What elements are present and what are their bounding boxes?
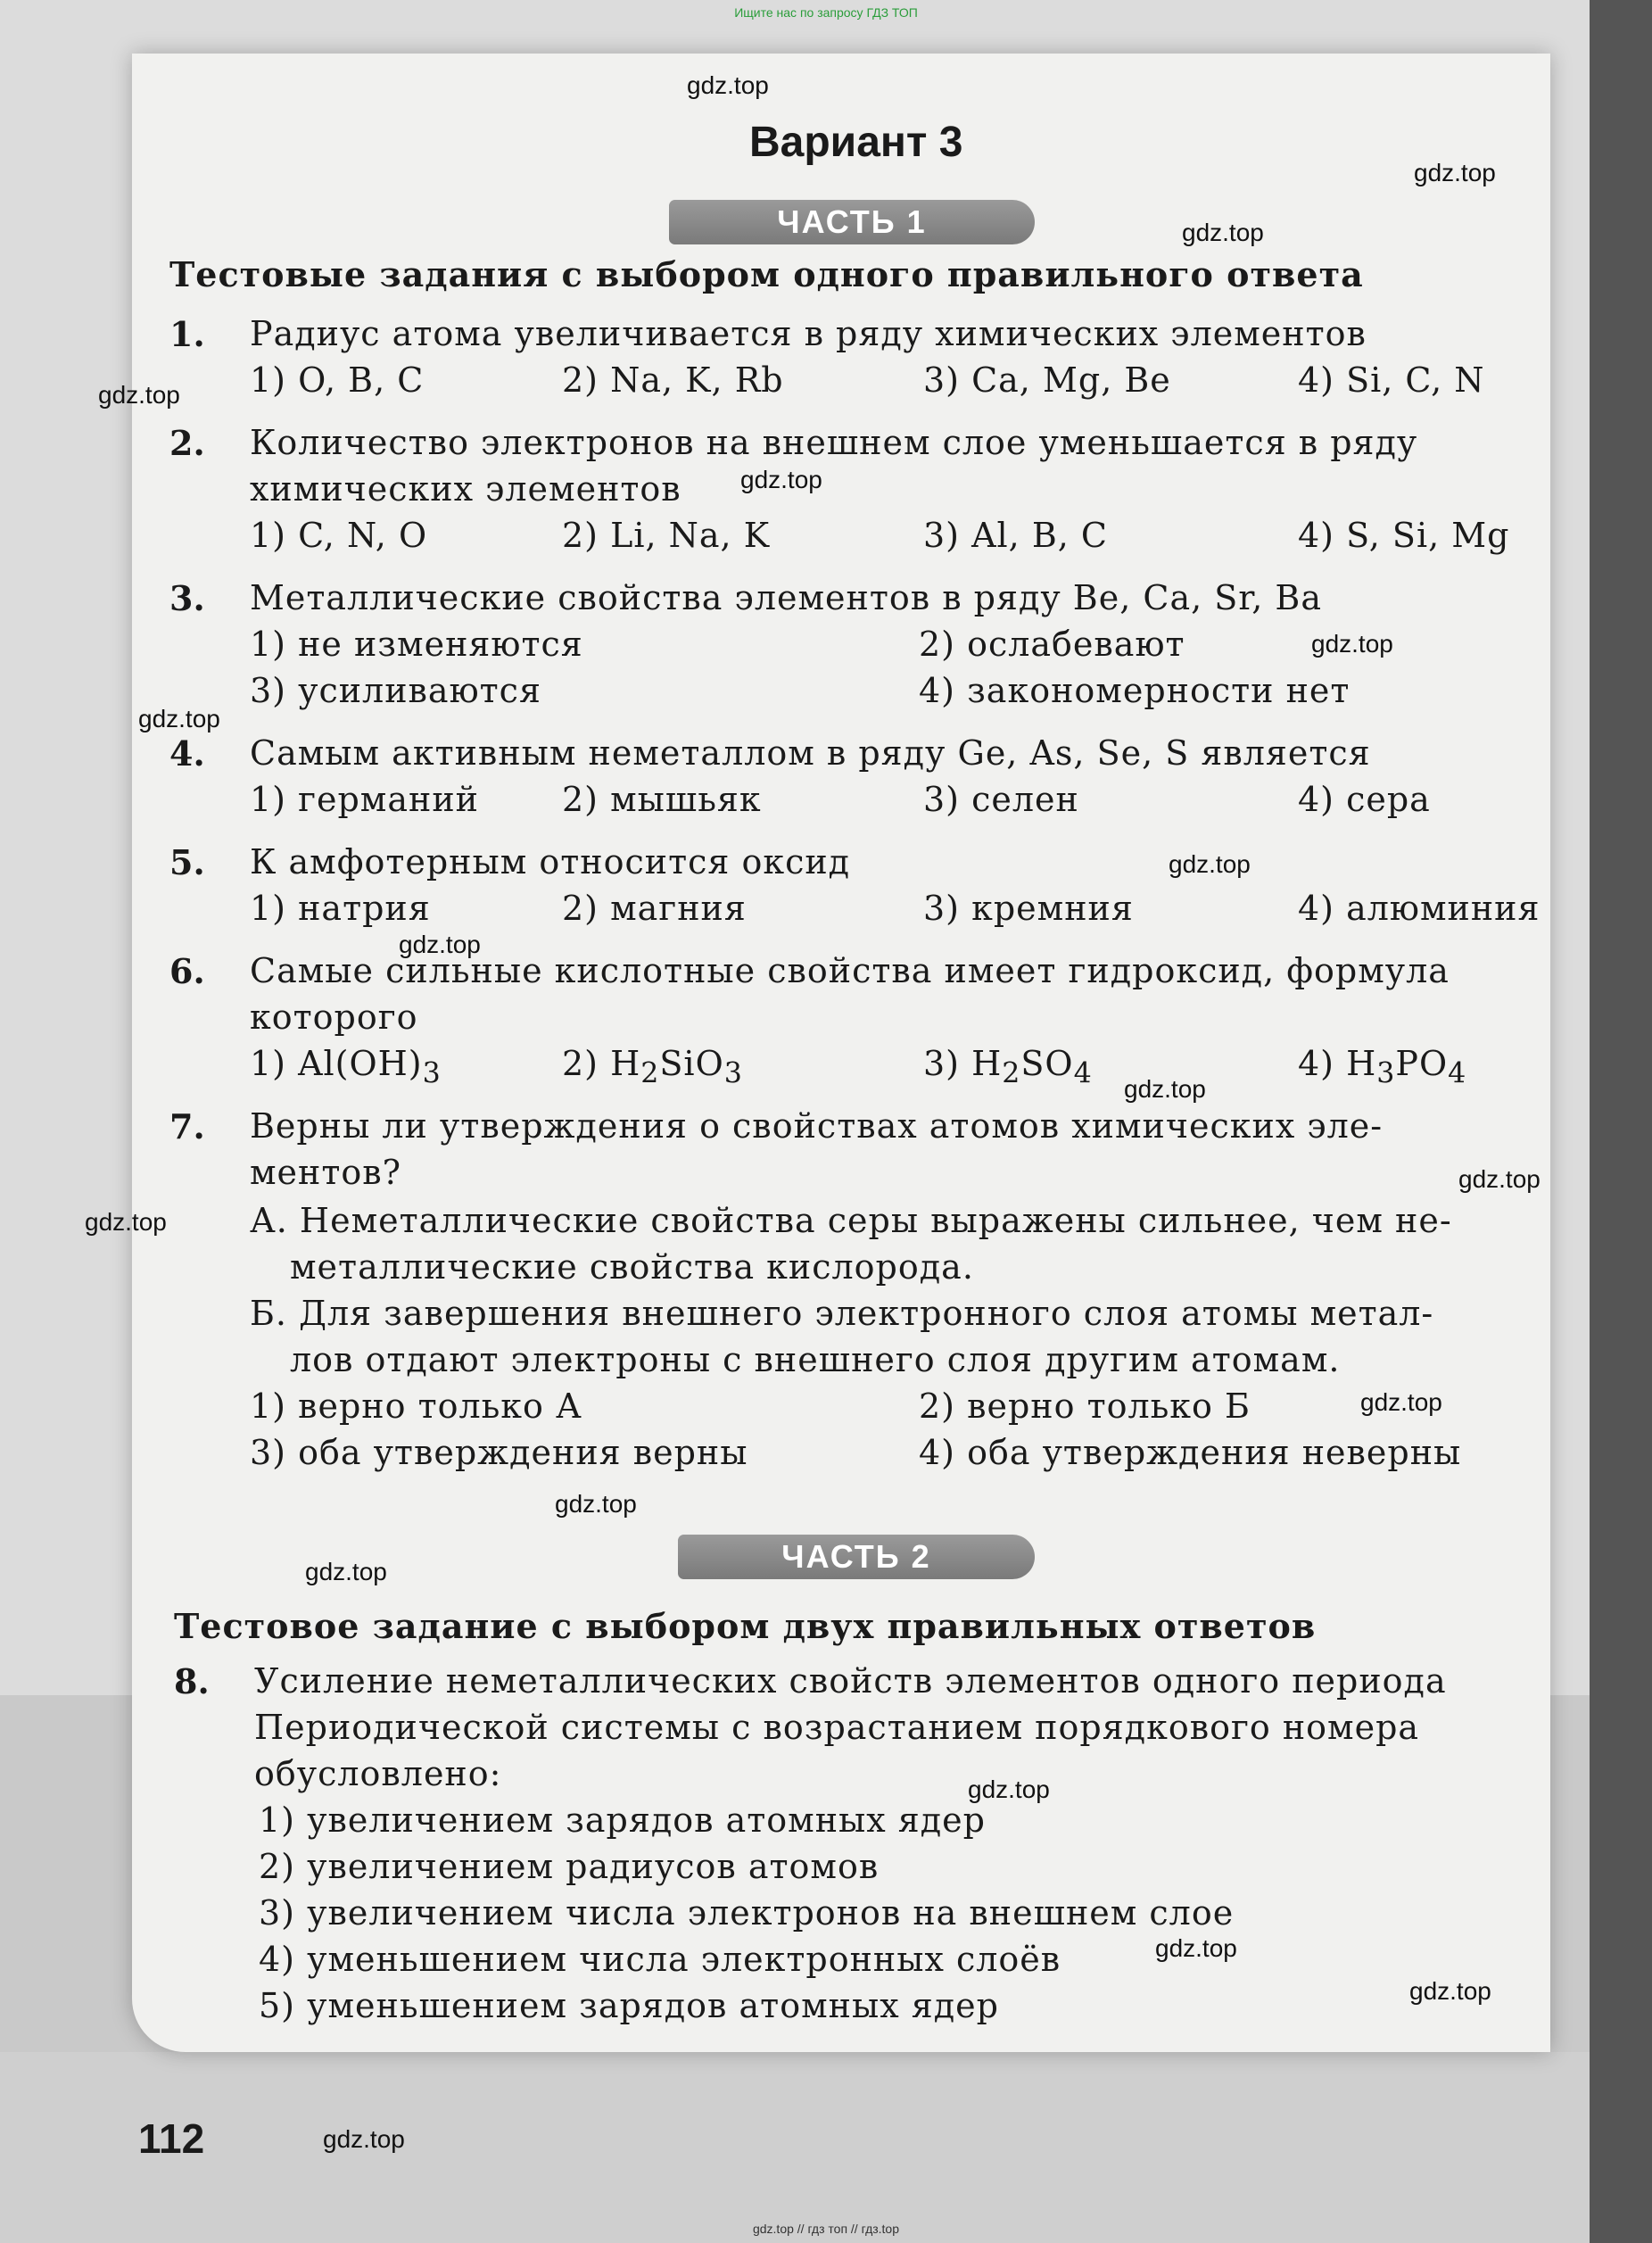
option-formula: 1) $Al(OH)_3$	[250, 1044, 442, 1090]
statement-a: металлические свойства кислорода.	[290, 1247, 974, 1287]
option: 1) верно только А	[250, 1386, 582, 1426]
watermark: gdz.top	[138, 705, 220, 732]
question-text: Самым активным неметаллом в ряду Ge, As, Se, S является	[250, 733, 1371, 773]
watermark: gdz.top	[399, 931, 481, 958]
watermark: gdz.top	[98, 381, 180, 409]
option-formula: 3) $H_2SO_4$	[923, 1044, 1093, 1090]
option: 1) C, N, O	[250, 516, 428, 555]
option: 1) не изменяются	[250, 625, 583, 664]
question-text: Верны ли утверждения о свойствах атомов химических эле-	[250, 1106, 1384, 1146]
question-text: Радиус атома увеличивается в ряду химических элементов	[250, 314, 1367, 353]
option: 4) алюминия	[1298, 889, 1540, 928]
option: 1) германий	[250, 780, 479, 819]
option: 2) увеличением радиусов атомов	[259, 1847, 880, 1886]
statement-b: лов отдают электроны с внешнего слоя другим атомам.	[290, 1340, 1341, 1379]
statement-a: А. Неметаллические свойства серы выражены сильнее, чем не-	[250, 1201, 1452, 1240]
question-text: Металлические свойства элементов в ряду Be, Ca, Sr, Ba	[250, 578, 1323, 617]
question-text: ментов?	[250, 1153, 402, 1192]
option: 4) сера	[1298, 780, 1431, 819]
question-text: которого	[250, 997, 418, 1037]
option: 3) увеличением числа электронов на внешнем слое	[259, 1893, 1235, 1933]
question-text: Количество электронов на внешнем слое уменьшается в ряду	[250, 423, 1418, 462]
question-number: 8.	[174, 1661, 210, 1701]
footer-note: gdz.top // гдз топ // гдз.top	[752, 2222, 900, 2236]
watermark: gdz.top	[1409, 1977, 1491, 2005]
option: 3) оба утверждения верны	[250, 1433, 748, 1472]
option: 3) усиливаются	[250, 671, 541, 710]
question-text: Периодической системы с возрастанием порядкового номера	[254, 1708, 1420, 1747]
watermark: gdz.top	[1169, 850, 1251, 878]
question-number: 5.	[169, 842, 205, 882]
question-number: 6.	[169, 951, 205, 991]
option: 4) S, Si, Mg	[1298, 516, 1510, 555]
part1-heading: Тестовые задания с выбором одного правильного ответа	[169, 254, 1364, 294]
option: 2) Li, Na, K	[562, 516, 771, 555]
question-number: 7.	[169, 1106, 205, 1146]
option: 1) O, B, C	[250, 360, 425, 400]
watermark: gdz.top	[1124, 1075, 1206, 1103]
watermark: gdz.top	[555, 1490, 637, 1518]
option: 3) кремния	[923, 889, 1134, 928]
watermark: gdz.top	[1414, 159, 1496, 186]
watermark: gdz.top	[85, 1208, 167, 1236]
option: 2) мышьяк	[562, 780, 762, 819]
option: 3) Ca, Mg, Be	[923, 360, 1171, 400]
statement-b: Б. Для завершения внешнего электронного слоя атомы метал-	[250, 1294, 1434, 1333]
option: 3) селен	[923, 780, 1079, 819]
question-text: обусловлено:	[254, 1754, 502, 1793]
option: 3) Al, B, C	[923, 516, 1108, 555]
option: 2) магния	[562, 889, 747, 928]
question-text: К амфотерным относится оксид	[250, 842, 851, 881]
option: 4) Si, C, N	[1298, 360, 1485, 400]
page-number: 112	[138, 2115, 205, 2162]
option: 4) оба утверждения неверны	[919, 1433, 1462, 1472]
watermark: gdz.top	[740, 466, 822, 493]
question-text: Самые сильные кислотные свойства имеет гидроксид, формула	[250, 951, 1450, 990]
part2-label: ЧАСТЬ 2	[678, 1535, 1035, 1579]
question-text: Усиление неметаллических свойств элементов одного периода	[254, 1661, 1447, 1701]
option: 1) увеличением зарядов атомных ядер	[259, 1800, 986, 1840]
header-note: Ищите нас по запросу ГДЗ ТОП	[734, 5, 918, 20]
option: 1) натрия	[250, 889, 431, 928]
question-number: 2.	[169, 423, 205, 463]
question-text: химических элементов	[250, 469, 681, 509]
part1-label: ЧАСТЬ 1	[669, 200, 1035, 244]
part2-heading: Тестовое задание с выбором двух правильных ответов	[174, 1606, 1317, 1646]
watermark: gdz.top	[1182, 219, 1264, 246]
option-formula: 2) $H_2SiO_3$	[562, 1044, 743, 1090]
watermark: gdz.top	[1458, 1165, 1540, 1193]
page-binding-shadow	[1590, 0, 1652, 2243]
watermark: gdz.top	[1155, 1934, 1237, 1962]
option: 2) Na, K, Rb	[562, 360, 784, 400]
question-number: 4.	[169, 733, 205, 774]
watermark: gdz.top	[1360, 1388, 1442, 1416]
option: 2) ослабевают	[919, 625, 1185, 664]
watermark: gdz.top	[323, 2125, 405, 2153]
option-formula: 4) $H_3PO_4$	[1298, 1044, 1467, 1090]
question-number: 1.	[169, 314, 205, 354]
watermark: gdz.top	[305, 1558, 387, 1585]
option: 2) верно только Б	[919, 1386, 1251, 1426]
option: 5) уменьшением зарядов атомных ядер	[259, 1986, 999, 2025]
watermark: gdz.top	[1311, 630, 1393, 658]
option: 4) закономерности нет	[919, 671, 1351, 710]
variant-title: Вариант 3	[749, 119, 963, 166]
background-strip	[0, 2052, 1597, 2243]
question-number: 3.	[169, 578, 205, 618]
option: 4) уменьшением числа электронных слоёв	[259, 1940, 1061, 1979]
watermark: gdz.top	[968, 1775, 1050, 1803]
watermark: gdz.top	[687, 71, 769, 99]
